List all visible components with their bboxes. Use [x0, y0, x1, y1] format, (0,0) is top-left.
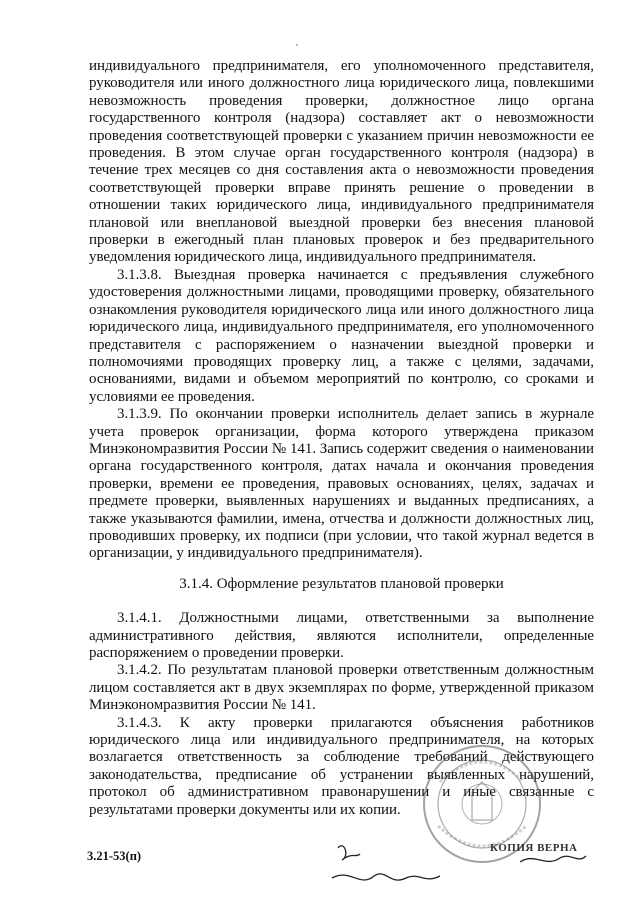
scan-speck — [296, 44, 298, 46]
paragraph-3-1-3-8: 3.1.3.8. Выездная проверка начинается с предъявления служебного удостоверения должностными лицами, проводящими проверку, обязательного ознакомления руководителя юридического лица или иного должностного лица юридического лица, индивидуального предпринимателя, его уполномоченного представителя с распоряжением о назначении выездной проверки и полномочиями проводящих проверку лиц, а также с целями, задачами, основаниями, видами и объемом мероприятий по контролю, со сроками и условиями ее проведения. — [89, 266, 594, 405]
paragraph-3-1-4-3: 3.1.4.3. К акту проверки прилагаются объяснения работников юридического лица или индивидуального предпринимателя, на которых возлагается ответственность за соблюдение требований действующего законодательства, предписание об устранении выявленных нарушений, протокол об административном правонарушении и иные связанные с результатами проверки документы или их копии. — [89, 714, 594, 818]
paragraph-3-1-4-1: 3.1.4.1. Должностными лицами, ответственными за выполнение административного действия, являются исполнители, определенные распоряжением о проведении проверки. — [89, 610, 594, 661]
paragraph-3-1-3-9: 3.1.3.9. По окончании проверки исполнитель делает запись в журнале учета проверок организации, форма которого утверждена приказом Минэкономразвития России № 141. Запись содержит сведения о наименовании органа государственного контроля, датах начала и окончания проведения проверки, времени ее проведения, правовых основаниях, целях, задачах и предмете проверки, выявленных нарушениях и выданных предписаниях, а также указываются фамилии, имена, отчества и должности должностных лиц, проводивших проверку, их подписи (при условии, что такой журнал ведется в организации, у индивидуального предпринимателя). — [89, 406, 594, 562]
copy-certified-stamp: КОПИЯ ВЕРНА — [490, 842, 578, 854]
section-title: 3.1.4. Оформление результатов плановой проверки — [179, 575, 504, 592]
paragraph-continuation: индивидуального предпринимателя, его уполномоченного представителя, руководителя или иного должностного лица юридического лица, повлекшими невозможность проведения проверки, должностное лицо органа государственного контроля (надзора) составляет акт о невозможности проведения соответствующей проверки с указанием причин невозможности ее проведения. В этом случае орган государственного контроля (надзора) в течение трех месяцев со дня составления акта о невозможности проведения соответствующей проверки вправе принять решение о проведении в отношении таких юридического лица, индивидуального предпринимателя плановой или внеплановой выездной проверки без внесения плановой проверки в ежегодный план плановых проверок и без предварительного уведомления юридического лица, индивидуального предпринимателя. — [89, 58, 594, 266]
document-page — [89, 58, 594, 819]
document-code: 3.21-53(п) — [87, 849, 142, 863]
paragraph-3-1-4-2: 3.1.4.2. По результатам плановой проверки ответственным должностным лицом составляется акт в двух экземплярах по форме, утвержденной приказом Минэкономразвития России № 141. — [89, 662, 594, 714]
